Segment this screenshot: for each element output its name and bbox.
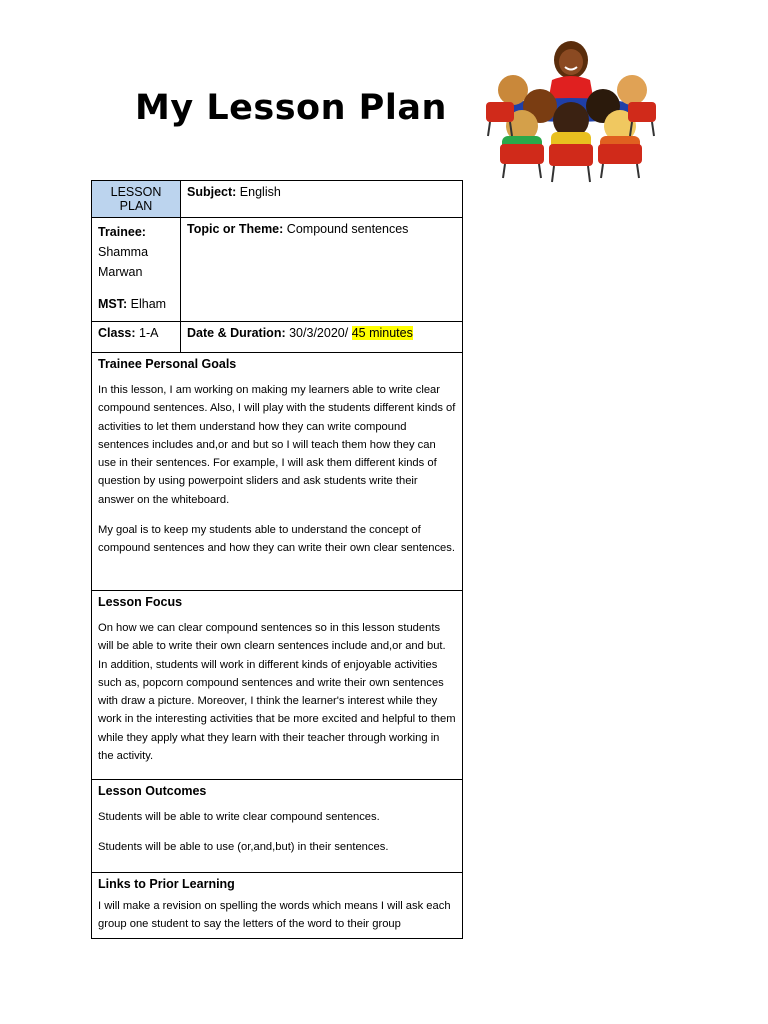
trainee-label: Trainee: xyxy=(98,225,146,239)
outcomes-paragraph-2: Students will be able to use (or,and,but) in their sentences. xyxy=(98,841,389,854)
lesson-plan-header-cell xyxy=(92,181,181,218)
teacher-students-clipart xyxy=(478,32,664,186)
prior-learning-paragraph-1: I will make a revision on spelling the words which means I will ask each group one student to say the letters of the word to their group xyxy=(98,900,451,931)
mst-value: Elham xyxy=(130,297,167,311)
topic-label: Topic or Theme: xyxy=(187,222,284,236)
subject-value: English xyxy=(239,185,281,199)
page-title: My Lesson Plan xyxy=(135,88,447,128)
goals-paragraph-1: In this lesson, I am working on making my learners able to write clear compound sentences. Also, I will play with the students different kinds of activities to let them understand how they can write compound sentences includes and,or and but so I will teach them how they can use in their sentences. For example, I will ask them different kinds of question by using powerpoint sliders and ask students write their answer on the whiteboard. xyxy=(98,384,456,506)
duration-value: 45 minutes xyxy=(351,326,413,340)
trainee-last-name: Marwan xyxy=(98,265,143,279)
class-label: Class: xyxy=(98,326,136,340)
lesson-plan-label: LESSON PLAN xyxy=(110,185,162,213)
prior-learning-section xyxy=(92,873,463,939)
goals-paragraph-2: My goal is to keep my students able to understand the concept of compound sentences and how they can write their own clear sentences. xyxy=(98,524,455,555)
outcomes-paragraph-1: Students will be able to write clear compound sentences. xyxy=(98,811,380,823)
goals-title: Trainee Personal Goals xyxy=(98,357,237,371)
date-value: 30/3/2020/ xyxy=(289,326,349,340)
focus-title: Lesson Focus xyxy=(98,595,183,609)
trainee-first-name: Shamma xyxy=(98,245,149,259)
subject-label: Subject: xyxy=(187,185,237,199)
outcomes-section xyxy=(92,780,463,873)
topic-cell xyxy=(181,218,463,322)
class-value: 1-A xyxy=(139,326,159,340)
mst-line xyxy=(98,294,174,314)
prior-learning-title: Links to Prior Learning xyxy=(98,877,235,891)
trainee-cell xyxy=(92,218,181,322)
goals-section xyxy=(92,353,463,591)
date-label: Date & Duration: xyxy=(187,326,286,340)
mst-label: MST: xyxy=(98,297,128,311)
lesson-plan-table xyxy=(91,180,463,939)
class-cell xyxy=(92,322,181,353)
subject-cell xyxy=(181,181,463,218)
focus-section xyxy=(92,591,463,780)
topic-value: Compound sentences xyxy=(286,222,409,236)
focus-paragraph-1: On how we can clear compound sentences so in this lesson students will be able to write their own clearn sentences include and,or and but. In addition, students will work in different kinds of enjoyable activities such as, popcorn compound sentences and write their own sentences with draw a picture. Moreover, I think the learner's interest while they work in the interesting activities that be more excited and helpful to them while they apply what they learn with their teacher through working in the activity. xyxy=(98,622,456,763)
date-cell xyxy=(181,322,463,353)
outcomes-title: Lesson Outcomes xyxy=(98,784,207,798)
